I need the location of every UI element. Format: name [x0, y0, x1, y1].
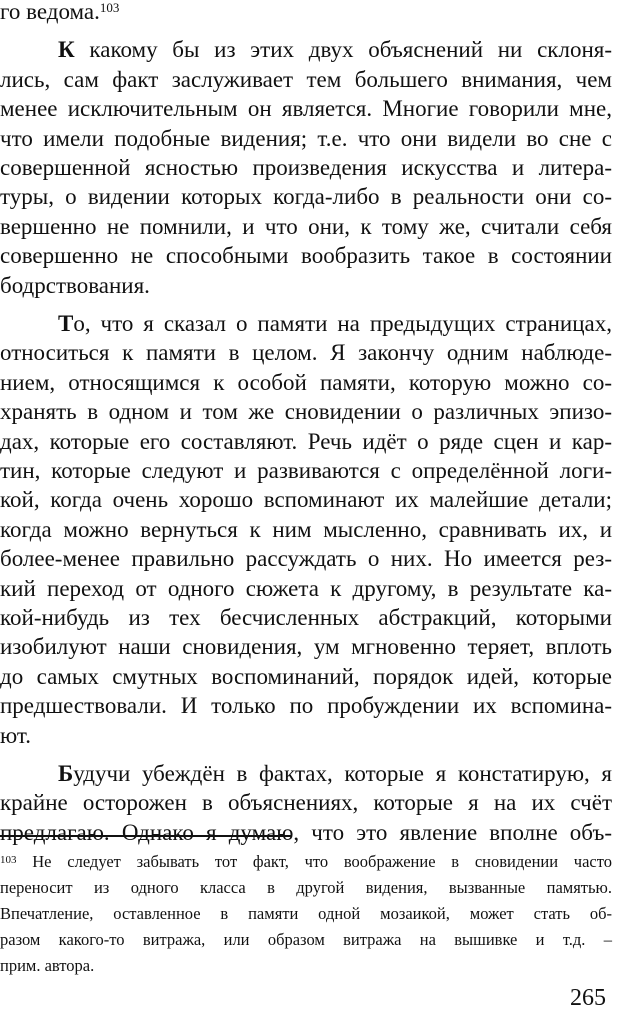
text-line [0, 603, 612, 632]
text-fragment: го ведома. [0, 0, 100, 24]
text-line [0, 65, 612, 94]
text-fragment: дах, которые его составляют. Речь идёт о ряде сцен и кар- [0, 428, 612, 454]
text-fragment: изобилуют наши сновидения, ум мгновенно теряет, вплоть [0, 634, 612, 660]
footnote-line: Впечатление, оставленное в памяти одной мозаикой, может стать об- [0, 904, 612, 923]
text-line [0, 212, 612, 241]
text-line [0, 574, 612, 603]
text-fragment: предлагаю. Однако я думаю, что это явление вполне объ- [0, 819, 612, 845]
text-fragment: крайне осторожен в объяснениях, которые я на их счёт [0, 790, 612, 816]
text-line [0, 818, 612, 847]
paragraph-first-line [0, 35, 612, 64]
footnote-line: разом какого-то витража, или образом витража на вышивке и т.д. – [0, 930, 612, 949]
text-fragment: нием, относящимся к особой памяти, которую можно со- [0, 369, 612, 395]
text-fragment: бодрствования. [0, 272, 150, 298]
paragraph-first-line [0, 759, 612, 788]
initial-letter: К [58, 37, 75, 63]
text-fragment: что имели подобные видения; т.е. что они видели во сне с [0, 125, 612, 151]
text-fragment: туры, о видении которых когда-либо в реальности они со- [0, 184, 612, 210]
text-line [0, 94, 612, 123]
initial-letter: Б [58, 761, 74, 786]
text-line [0, 368, 612, 397]
footnote-line: переносит из одного класса в другой видения, вызванные памятью. [0, 878, 612, 897]
text-line [0, 456, 612, 485]
footnote-line [0, 849, 612, 875]
text-fragment: когда можно вернуться к ним мысленно, сравнивать их, и [0, 516, 612, 542]
paragraph-first-line [0, 309, 612, 338]
text-line [0, 515, 612, 544]
text-line [0, 632, 612, 661]
text-fragment: совершенной ясностью произведения искусства и литера- [0, 155, 612, 180]
text-fragment: менее исключительным он является. Многие говорили мне, [0, 96, 612, 122]
text-line [0, 182, 612, 211]
text-line [0, 0, 612, 26]
text-line [0, 338, 612, 367]
text-fragment: вершенно не помнили, и что они, к тому же, считали себя [0, 213, 612, 239]
text-fragment: хранять в одном и том же сновидении о различных эпизо- [0, 399, 612, 425]
text-fragment: относиться к памяти в целом. Я закончу одним наблюде- [0, 340, 612, 366]
text-line [0, 271, 612, 300]
footnote-reference: 103 [99, 0, 120, 15]
text-fragment: какому бы из этих двух объяснений ни склоня- [74, 37, 612, 63]
footnote-number: 103 [0, 854, 17, 866]
text-line [0, 544, 612, 573]
footnote-line: прим. автора. [0, 956, 95, 975]
initial-letter: Т [58, 311, 74, 336]
text-line [0, 241, 612, 270]
text-line [0, 427, 612, 456]
text-fragment: предшествовали. И только по пробуждении их вспомина- [0, 693, 612, 719]
page-number: 265 [570, 985, 606, 1011]
text-line [0, 153, 612, 182]
footnote-text: Не следует забывать тот факт, что воображение в сновидении часто [32, 852, 612, 871]
text-fragment: совершенно не способными вообразить такое в состоянии [0, 243, 612, 269]
text-line [0, 124, 612, 153]
text-fragment: лись, сам факт заслуживает тем большего внимания, чем [0, 66, 612, 92]
text-line [0, 485, 612, 514]
text-line [0, 721, 612, 750]
text-fragment: кий переход от одного сюжета к другому, в результате ка- [0, 575, 612, 601]
text-fragment: кой-нибудь из тех бесчисленных абстракций, которыми [0, 605, 612, 630]
text-fragment: о, что я сказал о памяти на предыдущих страницах, [73, 311, 612, 336]
text-line [0, 662, 612, 691]
text-fragment: тин, которые следуют и развиваются с определённой логи- [0, 458, 612, 483]
text-line [0, 397, 612, 426]
text-line [0, 788, 612, 817]
text-fragment: до самых смутных воспоминаний, порядок идей, которые [0, 663, 612, 689]
text-line [0, 691, 612, 720]
text-fragment: кой, когда очень хорошо вспоминают их малейшие детали; [0, 487, 612, 513]
text-fragment: более-менее правильно рассуждать о них. Но имеется рез- [0, 546, 612, 572]
text-fragment: удучи убеждён в фактах, которые я констатирую, я [73, 761, 612, 786]
text-fragment: ют. [0, 722, 31, 748]
